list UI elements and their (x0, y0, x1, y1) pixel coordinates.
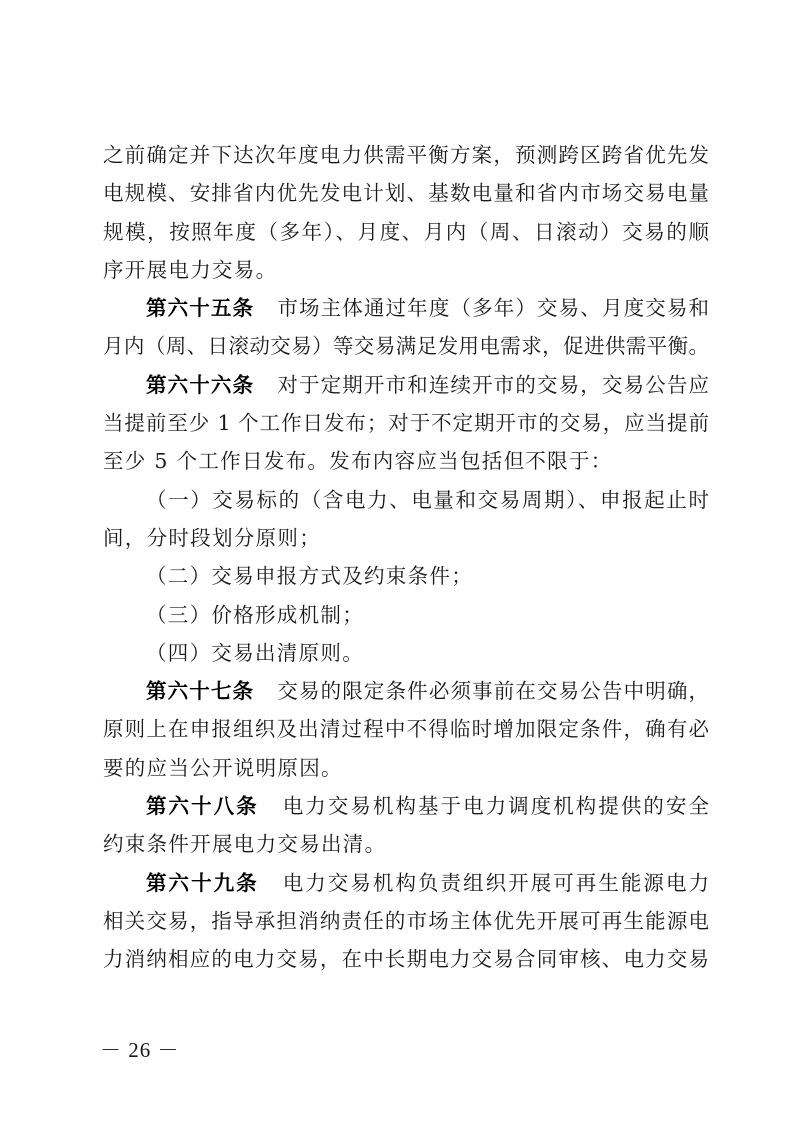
article-number: 第六十七条 (146, 679, 255, 704)
text-line: 力消纳相应的电力交易，在中长期电力交易合同审核、电力交易 (103, 947, 709, 972)
article-67 (103, 672, 709, 787)
text-line: 电规模、安排省内优先发电计划、基数电量和省内市场交易电量 (103, 181, 709, 206)
article-text: 交易的限定条件必须事前在交易公告中明确， (276, 679, 710, 704)
text-line: 相关交易，指导承担消纳责任的市场主体优先开展可再生能源电 (103, 908, 709, 933)
text-line: 之前确定并下达次年度电力供需平衡方案，预测跨区跨省优先发 (103, 143, 709, 167)
article-text: 电力交易机构负责组织开展可再生能源电力 (280, 870, 710, 895)
article-text: 对于定期开市和连续开市的交易，交易公告应 (276, 372, 710, 397)
article-66 (103, 366, 709, 481)
article-text: 电力交易机构基于电力调度机构提供的安全 (280, 794, 710, 819)
paragraph-continuation (103, 136, 709, 289)
article-number: 第六十六条 (146, 372, 255, 397)
list-item-2 (103, 557, 709, 595)
text-line (103, 787, 709, 825)
text-line: （四）交易出清原则。 (146, 640, 364, 665)
text-line (103, 289, 709, 327)
text-line: 约束条件开展电力交易出清。 (103, 832, 387, 857)
text-line: 至少 5 个工作日发布。发布内容应当包括但不限于： (103, 449, 613, 474)
text-line (103, 366, 709, 404)
text-line: （二）交易申报方式及约束条件； (146, 564, 473, 589)
text-line: 间，分时段划分原则； (103, 525, 321, 550)
page-number: － 26 － (100, 1038, 180, 1062)
article-65 (103, 289, 709, 366)
article-68 (103, 787, 709, 864)
list-item-1 (103, 481, 709, 558)
text-line: 要的应当公开说明原因。 (103, 755, 343, 780)
document-body (103, 136, 709, 979)
list-item-3 (103, 596, 709, 634)
article-69 (103, 864, 709, 979)
text-line: （一）交易标的（含电力、电量和交易周期）、申报起止时 (146, 487, 709, 512)
article-text: 市场主体通过年度（多年）交易、月度交易和 (276, 296, 710, 321)
text-line: 月内（周、日滚动交易）等交易满足发用电需求，促进供需平衡。 (103, 334, 709, 359)
text-line: 原则上在申报组织及出清过程中不得临时增加限定条件，确有必 (103, 717, 709, 742)
text-line: 规模，按照年度（多年）、月度、月内（周、日滚动）交易的顺 (103, 219, 709, 244)
text-line (103, 864, 709, 902)
list-item-4 (103, 634, 709, 672)
text-line: 序开展电力交易。 (103, 257, 278, 282)
text-line: 当提前至少 1 个工作日发布；对于不定期开市的交易，应当提前 (103, 411, 709, 436)
article-number: 第六十九条 (146, 870, 259, 895)
text-line (103, 672, 709, 710)
article-number: 第六十五条 (146, 296, 255, 321)
article-number: 第六十八条 (146, 794, 259, 819)
text-line: （三）价格形成机制； (146, 602, 364, 627)
